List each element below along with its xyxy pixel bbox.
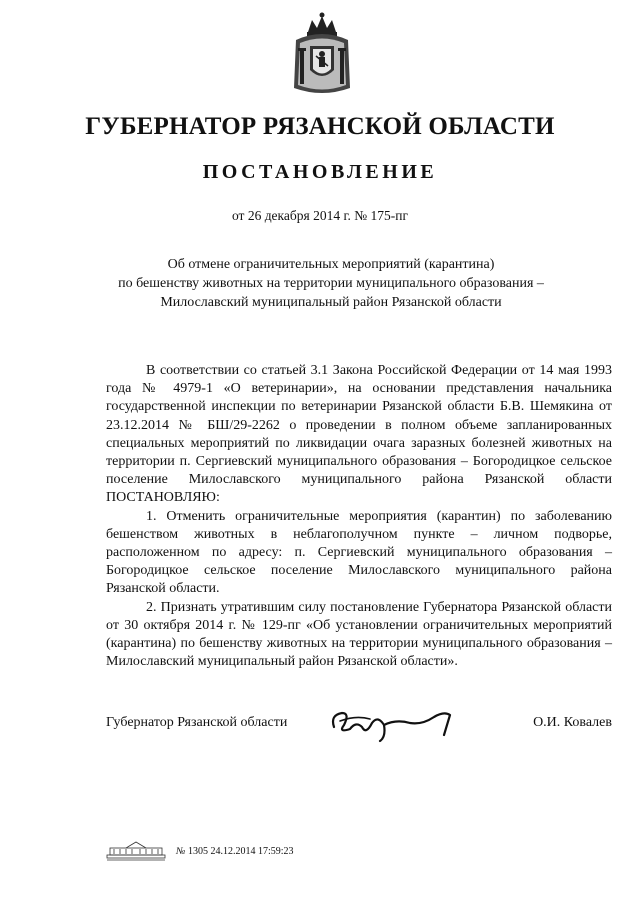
body-paragraph-item-2: 2. Признать утратившим силу постановление Губернатора Рязанской области от 30 октября 2014 г. № 129-пг «Об установлении ограничительных мероприятий (карантина) по бешенству животных на территории муниципального образования – Милославский муниципальный район Рязанской области». [106, 599, 612, 670]
document-subject [96, 255, 566, 312]
document-date-number: от 26 декабря 2014 г. № 175-пг [231, 208, 409, 223]
government-building-stamp-icon [106, 840, 166, 862]
signatory-name: О.И. Ковалев [533, 715, 612, 730]
document-type: ПОСТАНОВЛЕНИЕ [202, 161, 438, 183]
signatory-position: Губернатор Рязанской области [106, 715, 288, 730]
registration-data: 1305 24.12.2014 17:59:23 [187, 846, 294, 857]
body-paragraph-item-1: 1. Отменить ограничительные мероприятия (карантин) по заболеванию бешенством животных в неблагополучном пункте – личном подворье, расположенном по адресу: п. Сергиевский муниципального образования – Богородицкое сельское поселение Милославского муниципального района Рязанской области. [106, 508, 612, 597]
subject-line: Милославский муниципальный район Рязанской области [160, 295, 502, 310]
subject-line: по бешенству животных на территории муниципального образования – [118, 276, 544, 291]
coat-of-arms-icon [290, 10, 354, 98]
registration-number-timestamp [176, 846, 294, 857]
governor-title: ГУБЕРНАТОР РЯЗАНСКОЙ ОБЛАСТИ [85, 113, 555, 140]
subject-line: Об отмене ограничительных мероприятий (карантина) [167, 257, 495, 272]
registration-footer [106, 838, 506, 864]
handwritten-signature-icon [326, 701, 476, 745]
document-body [106, 362, 612, 671]
body-paragraph-preamble: В соответствии со статьей 3.1 Закона Российской Федерации от 14 мая 1993 года № 4979-1 «О ветеринарии», на основании представления начальника государственной инспекции по ветеринарии Рязанской области Б.В. Шемякина от 23.12.2014 № БШ/29-2262 о проведении в полном объеме запланированных специальных мероприятий по ликвидации очага заразных болезней животных на территории п. Сергиевский муниципального образования – Богородицкое сельское поселение Милославского муниципального района Рязанской области ПОСТАНОВЛЯЮ: [106, 363, 612, 506]
signature-block [106, 705, 612, 745]
registration-mark-icon: № [176, 846, 186, 857]
